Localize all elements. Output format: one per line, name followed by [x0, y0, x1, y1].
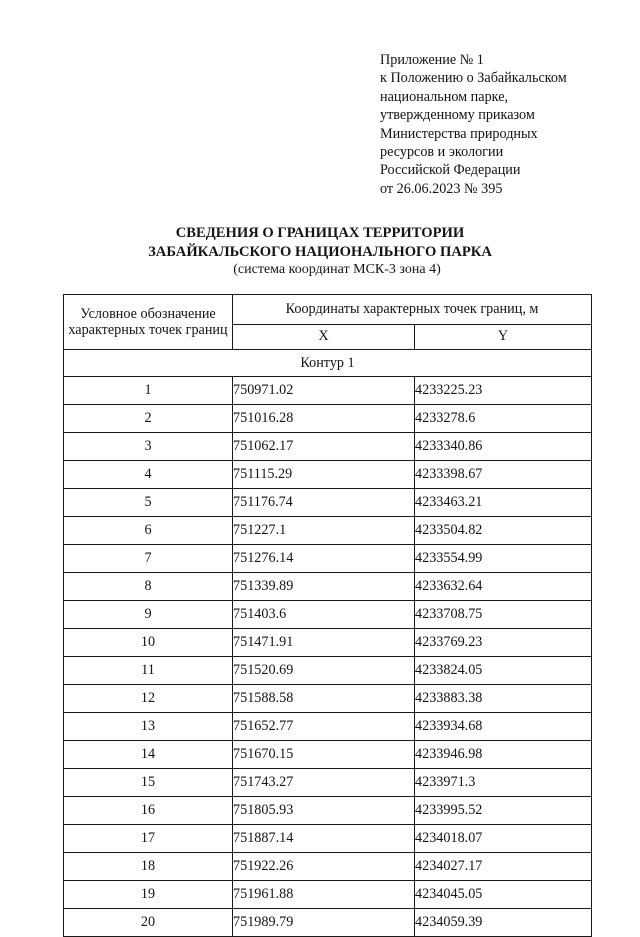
point-id-cell: 9 — [64, 601, 233, 629]
x-coordinate-cell: 751922.26 — [233, 853, 415, 881]
annex-line: к Положению о Забайкальском — [380, 70, 567, 87]
point-id-cell: 17 — [64, 825, 233, 853]
point-id-cell: 10 — [64, 629, 233, 657]
table-row — [64, 657, 592, 685]
point-id-cell: 19 — [64, 881, 233, 909]
point-id-cell: 16 — [64, 797, 233, 825]
table-row — [64, 573, 592, 601]
point-id-cell: 5 — [64, 489, 233, 517]
title-subtitle: (система координат МСК-3 зона 4) — [233, 262, 441, 277]
y-coordinate-cell: 4233398.67 — [415, 461, 592, 489]
point-id-cell: 2 — [64, 405, 233, 433]
y-coordinate-cell: 4233225.23 — [415, 377, 592, 405]
y-coordinate-cell: 4233463.21 — [415, 489, 592, 517]
y-coordinate-cell: 4233769.23 — [415, 629, 592, 657]
point-id-cell: 11 — [64, 657, 233, 685]
table-row — [64, 517, 592, 545]
x-coordinate-cell: 751227.1 — [233, 517, 415, 545]
table-row — [64, 461, 592, 489]
y-coordinate-cell: 4233934.68 — [415, 713, 592, 741]
y-coordinate-cell: 4233883.38 — [415, 685, 592, 713]
x-coordinate-cell: 751743.27 — [233, 769, 415, 797]
table-row — [64, 881, 592, 909]
x-coordinate-cell: 751115.29 — [233, 461, 415, 489]
annex-line: Российской Федерации — [380, 162, 521, 179]
x-coordinate-cell: 751961.88 — [233, 881, 415, 909]
y-coordinate-cell: 4233946.98 — [415, 741, 592, 769]
point-id-cell: 20 — [64, 909, 233, 937]
annex-line: от 26.06.2023 № 395 — [380, 180, 503, 197]
x-coordinate-cell: 751887.14 — [233, 825, 415, 853]
y-coordinate-cell: 4233340.86 — [415, 433, 592, 461]
point-id-cell: 18 — [64, 853, 233, 881]
annex-line: национальном парке, — [380, 88, 509, 105]
x-coordinate-cell: 751276.14 — [233, 545, 415, 573]
document-title — [0, 224, 640, 280]
y-coordinate-cell: 4233632.64 — [415, 573, 592, 601]
x-coordinate-cell: 751016.28 — [233, 405, 415, 433]
annex-block — [380, 51, 620, 198]
y-coordinate-cell: 4233708.75 — [415, 601, 592, 629]
point-id-cell: 14 — [64, 741, 233, 769]
table-row — [64, 405, 592, 433]
x-coordinate-cell: 751989.79 — [233, 909, 415, 937]
header-coordinates: Координаты характерных точек границ, м — [233, 295, 592, 325]
y-coordinate-cell: 4233971.3 — [415, 769, 592, 797]
table-row — [64, 741, 592, 769]
table-row — [64, 377, 592, 405]
title-line-2: ЗАБАЙКАЛЬСКОГО НАЦИОНАЛЬНОГО ПАРКА — [148, 243, 492, 260]
x-coordinate-cell: 751652.77 — [233, 713, 415, 741]
point-id-cell: 6 — [64, 517, 233, 545]
table-row — [64, 489, 592, 517]
x-coordinate-cell: 751588.58 — [233, 685, 415, 713]
coordinates-table — [63, 294, 592, 937]
x-coordinate-cell: 751176.74 — [233, 489, 415, 517]
table-row — [64, 601, 592, 629]
y-coordinate-cell: 4233504.82 — [415, 517, 592, 545]
point-id-cell: 7 — [64, 545, 233, 573]
table-row — [64, 713, 592, 741]
header-x: X — [233, 324, 415, 349]
y-coordinate-cell: 4233995.52 — [415, 797, 592, 825]
x-coordinate-cell: 750971.02 — [233, 377, 415, 405]
title-line-1: СВЕДЕНИЯ О ГРАНИЦАХ ТЕРРИТОРИИ — [175, 225, 465, 241]
table-row — [64, 629, 592, 657]
x-coordinate-cell: 751520.69 — [233, 657, 415, 685]
x-coordinate-cell: 751062.17 — [233, 433, 415, 461]
annex-line: ресурсов и экологии — [380, 144, 504, 161]
y-coordinate-cell: 4234027.17 — [415, 853, 592, 881]
table-row — [64, 797, 592, 825]
x-coordinate-cell: 751670.15 — [233, 741, 415, 769]
y-coordinate-cell: 4233278.6 — [415, 405, 592, 433]
annex-line: Министерства природных — [380, 125, 538, 142]
x-coordinate-cell: 751805.93 — [233, 797, 415, 825]
table-row — [64, 769, 592, 797]
table-row — [64, 825, 592, 853]
point-id-cell: 4 — [64, 461, 233, 489]
table-row — [64, 685, 592, 713]
y-coordinate-cell: 4233824.05 — [415, 657, 592, 685]
contour-label: Контур 1 — [64, 350, 592, 377]
table-row — [64, 853, 592, 881]
annex-line: Приложение № 1 — [380, 52, 484, 68]
table-row — [64, 545, 592, 573]
table-row — [64, 909, 592, 937]
table-row — [64, 433, 592, 461]
x-coordinate-cell: 751403.6 — [233, 601, 415, 629]
point-id-cell: 1 — [64, 377, 233, 405]
point-id-cell: 3 — [64, 433, 233, 461]
point-id-cell: 12 — [64, 685, 233, 713]
point-id-cell: 13 — [64, 713, 233, 741]
annex-line: утвержденному приказом — [380, 107, 535, 124]
x-coordinate-cell: 751471.91 — [233, 629, 415, 657]
point-id-cell: 15 — [64, 769, 233, 797]
x-coordinate-cell: 751339.89 — [233, 573, 415, 601]
point-id-cell: 8 — [64, 573, 233, 601]
y-coordinate-cell: 4234059.39 — [415, 909, 592, 937]
y-coordinate-cell: 4234045.05 — [415, 881, 592, 909]
y-coordinate-cell: 4234018.07 — [415, 825, 592, 853]
y-coordinate-cell: 4233554.99 — [415, 545, 592, 573]
header-y: Y — [415, 324, 592, 349]
header-point-id: Условное обозначение характерных точек границ — [64, 295, 233, 350]
